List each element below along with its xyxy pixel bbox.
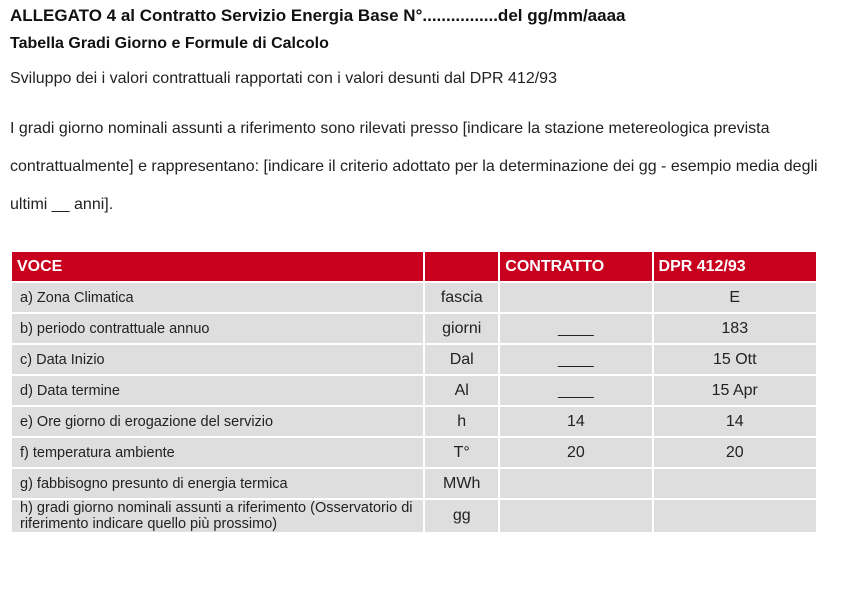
- header-dpr: DPR 412/93: [654, 252, 816, 281]
- table-row: [12, 438, 816, 467]
- contratto-cell: 14: [500, 407, 651, 436]
- header-contratto: CONTRATTO: [500, 252, 651, 281]
- voce-cell: g) fabbisogno presunto di energia termica: [12, 469, 423, 498]
- dpr-cell: 183: [654, 314, 816, 343]
- document-subtitle: Tabella Gradi Giorno e Formule di Calcolo: [10, 35, 329, 52]
- unit-cell: gg: [425, 500, 498, 532]
- voce-cell: f) temperatura ambiente: [12, 438, 423, 467]
- dpr-cell: 20: [654, 438, 816, 467]
- table-header-row: [12, 252, 816, 281]
- dpr-cell: [654, 500, 816, 532]
- table-row: [12, 376, 816, 405]
- document-title: ALLEGATO 4 al Contratto Servizio Energia Base N°................del gg/mm/aaaa: [10, 6, 626, 25]
- intro-paragraph-2: I gradi giorno nominali assunti a riferimento sono rilevati presso [indicare la stazione metereologica prevista contrattualmente] e rappresentano: [indicare il criterio adottato per la determinazione dei gg - esempio media degli ultimi __ anni].: [10, 120, 818, 213]
- dpr-cell: [654, 469, 816, 498]
- table-row: [12, 345, 816, 374]
- table-row: [12, 283, 816, 312]
- unit-cell: Dal: [425, 345, 498, 374]
- contratto-cell: ____: [500, 314, 651, 343]
- contratto-cell: ____: [500, 376, 651, 405]
- unit-cell: h: [425, 407, 498, 436]
- contratto-cell: 20: [500, 438, 651, 467]
- dpr-cell: 15 Ott: [654, 345, 816, 374]
- contratto-cell: [500, 500, 651, 532]
- dpr-cell: 14: [654, 407, 816, 436]
- voce-cell: e) Ore giorno di erogazione del servizio: [12, 407, 423, 436]
- contratto-cell: ____: [500, 345, 651, 374]
- unit-cell: Al: [425, 376, 498, 405]
- degree-days-table: [10, 250, 818, 534]
- unit-cell: giorni: [425, 314, 498, 343]
- table-row: [12, 500, 816, 532]
- contratto-cell: [500, 469, 651, 498]
- unit-cell: MWh: [425, 469, 498, 498]
- dpr-cell: E: [654, 283, 816, 312]
- voce-cell: c) Data Inizio: [12, 345, 423, 374]
- table-row: [12, 314, 816, 343]
- voce-cell: a) Zona Climatica: [12, 283, 423, 312]
- unit-cell: fascia: [425, 283, 498, 312]
- header-unit: [425, 252, 498, 281]
- table-row: [12, 469, 816, 498]
- unit-cell: T°: [425, 438, 498, 467]
- voce-cell: d) Data termine: [12, 376, 423, 405]
- dpr-cell: 15 Apr: [654, 376, 816, 405]
- contratto-cell: [500, 283, 651, 312]
- voce-cell: b) periodo contrattuale annuo: [12, 314, 423, 343]
- header-voce: VOCE: [12, 252, 423, 281]
- voce-cell: h) gradi giorno nominali assunti a riferimento (Osservatorio di riferimento indicare quello più prossimo): [12, 500, 423, 532]
- table-row: [12, 407, 816, 436]
- intro-paragraph-1: Sviluppo dei i valori contrattuali rapportati con i valori desunti dal DPR 412/93: [10, 70, 557, 87]
